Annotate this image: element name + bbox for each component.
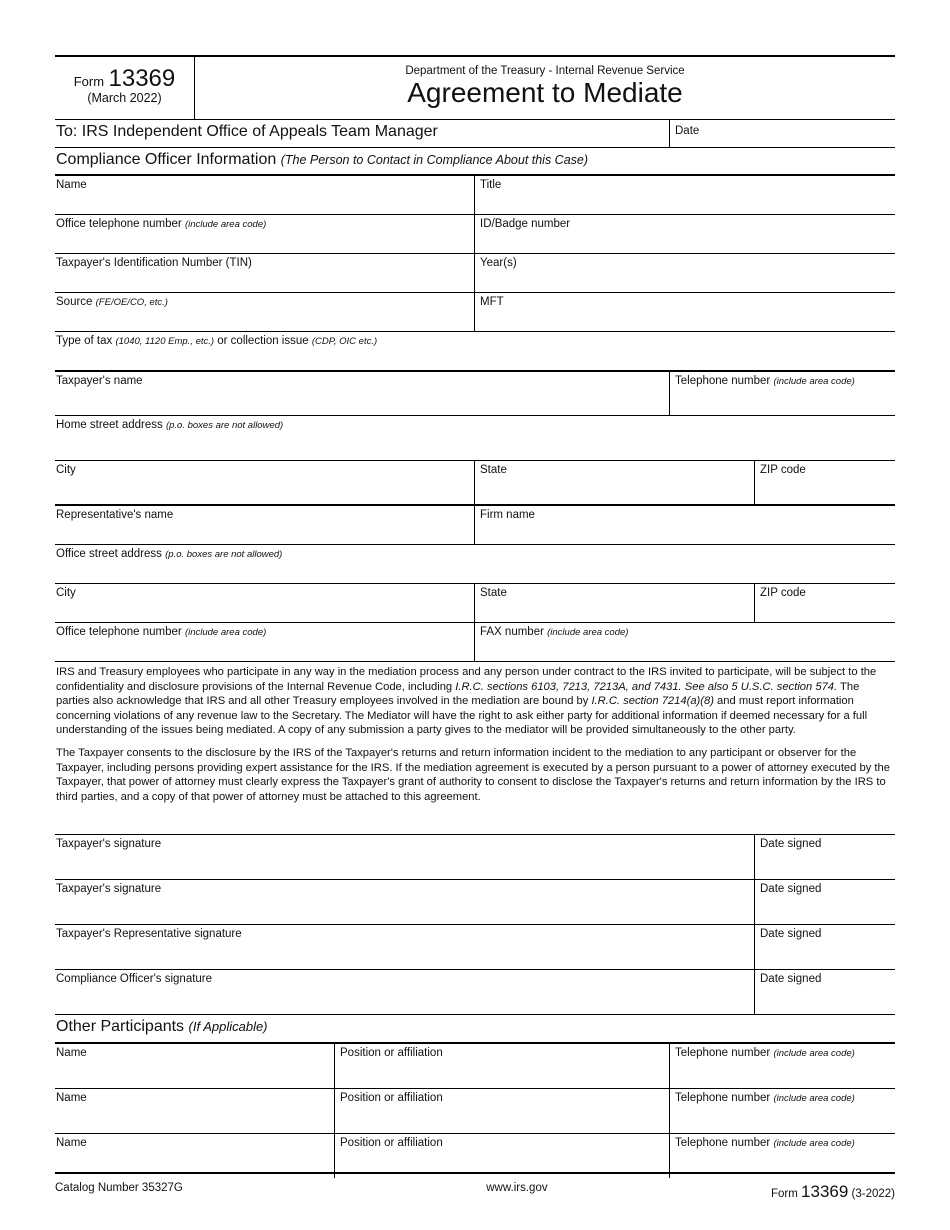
compliance-heading: Compliance Officer Information (The Person to Contact in Compliance About this Case) (56, 151, 589, 168)
sig-row-4 (55, 970, 895, 1015)
sig-row-1 (55, 835, 895, 880)
date-signed-3[interactable]: Date signed (760, 928, 822, 940)
co-row-3 (55, 254, 895, 293)
taxpayer-row-3 (55, 461, 895, 506)
footer-form-id: Form 13369 (3-2022) (771, 1182, 895, 1201)
compliance-heading-row (55, 148, 895, 176)
form-footer (55, 1172, 895, 1202)
sig-row-2 (55, 880, 895, 925)
source-field[interactable]: Source (FE/OE/CO, etc.) (55, 293, 475, 331)
form-word: Form (73, 74, 105, 89)
participant-name-field[interactable]: Name (55, 1089, 335, 1133)
sig-row-3 (55, 925, 895, 970)
fax-field[interactable]: FAX number (include area code) (480, 626, 629, 638)
taxpayer-signature-2[interactable]: Taxpayer's signature (55, 880, 755, 924)
co-name-field[interactable]: Name (55, 176, 475, 214)
office-address-field[interactable]: Office street address (p.o. boxes are not allowed) (56, 548, 283, 560)
co-row-5 (55, 332, 895, 372)
date-signed-2[interactable]: Date signed (760, 883, 822, 895)
taxpayer-signature-1[interactable]: Taxpayer's signature (55, 835, 755, 879)
taxpayer-row-2 (55, 416, 895, 461)
participant-position-field[interactable]: Position or affiliation (335, 1044, 670, 1088)
taxpayer-row-1 (55, 372, 895, 416)
participant-phone-field[interactable]: Telephone number (include area code) (675, 1137, 855, 1149)
taxpayer-phone-field[interactable]: Telephone number (include area code) (675, 375, 855, 387)
other-participants-heading-row (55, 1015, 895, 1044)
participant-phone-field[interactable]: Telephone number (include area code) (675, 1092, 855, 1104)
type-of-tax-field[interactable]: Type of tax (1040, 1120 Emp., etc.) or collection issue (CDP, OIC etc.) (56, 335, 378, 347)
participant-phone-field[interactable]: Telephone number (include area code) (675, 1047, 855, 1059)
rep-office-phone-field[interactable]: Office telephone number (include area code) (55, 623, 475, 661)
form (55, 55, 895, 1178)
taxpayer-name-field[interactable]: Taxpayer's name (55, 372, 670, 415)
other-participants-heading: Other Participants (If Applicable) (56, 1018, 268, 1035)
co-office-phone-field[interactable]: Office telephone number (include area code) (55, 215, 475, 253)
to-row (55, 120, 895, 148)
website: www.irs.gov (486, 1182, 548, 1194)
mft-field[interactable]: MFT (480, 296, 504, 308)
participant-row (55, 1089, 895, 1134)
participant-row (55, 1044, 895, 1089)
taxpayer-city-field[interactable]: City (55, 461, 475, 504)
form-title-box (195, 57, 895, 119)
participant-position-field[interactable]: Position or affiliation (335, 1089, 670, 1133)
taxpayer-state-field[interactable]: State (475, 461, 755, 504)
rep-name-field[interactable]: Representative's name (55, 506, 475, 544)
participant-position-field[interactable]: Position or affiliation (335, 1134, 670, 1178)
page-title: Agreement to Mediate (407, 77, 683, 108)
participant-name-field[interactable]: Name (55, 1044, 335, 1088)
co-title-field[interactable]: Title (480, 179, 502, 191)
rep-zip-field[interactable]: ZIP code (760, 587, 806, 599)
co-row-2 (55, 215, 895, 254)
rep-row-3 (55, 584, 895, 623)
disclosure-paragraph-2: The Taxpayer consents to the disclosure by the IRS of the Taxpayer's returns and return information incident to the mediation to any participant or observer for the Taxpayer, including persons providing expert assistance for the IRS. If the mediation agreement is executed by a person pursuant to a power of attorney executed by the Taxpayer, that power of attorney must clearly express the Taxpayer's grant of authority to consent to disclose the Taxpayer's returns and return information by the IRS to third parties, and a copy of that power of attorney must be attached to this agreement. (56, 746, 890, 803)
catalog-number: Catalog Number 35327G (55, 1182, 183, 1194)
co-badge-field[interactable]: ID/Badge number (480, 218, 571, 230)
taxpayer-zip-field[interactable]: ZIP code (760, 464, 806, 476)
to-label: To: IRS Independent Office of Appeals Team Manager (55, 120, 670, 147)
tin-field[interactable]: Taxpayer's Identification Number (TIN) (55, 254, 475, 292)
disclosure-paragraph-1: IRS and Treasury employees who participate in any way in the mediation process and any person under contract to the IRS invited to participate, will be subject to the confidentiality and disclosure provisions of the Internal Revenue Code, including I.R.C. sections 6103, 7213, 7213A, and 7431. See also 5 U.S.C. section 574. The parties also acknowledge that IRS and all other Treasury employees involved in the mediation are bound by I.R.C. section 7214(a)(8) and must report information concerning violations of any revenue law to the Secretary. The Mediator will have the right to ask either party for additional information if deemed necessary for a full understanding of the issues being mediated. A copy of any submission a party gives to the mediator will be provided simultaneously to the other party. (56, 666, 877, 737)
form-number: 13369 (108, 65, 176, 92)
participant-name-field[interactable]: Name (55, 1134, 335, 1178)
legal-text (55, 662, 895, 835)
rep-row-1 (55, 506, 895, 545)
representative-signature[interactable]: Taxpayer's Representative signature (55, 925, 755, 969)
rep-row-4 (55, 623, 895, 662)
home-address-field[interactable]: Home street address (p.o. boxes are not allowed) (56, 419, 284, 431)
firm-name-field[interactable]: Firm name (480, 509, 535, 521)
agency-name: Department of the Treasury - Internal Revenue Service (405, 65, 685, 77)
rep-state-field[interactable]: State (475, 584, 755, 622)
rep-city-field[interactable]: City (55, 584, 475, 622)
date-signed-4[interactable]: Date signed (760, 973, 822, 985)
co-row-4 (55, 293, 895, 332)
form-header (55, 55, 895, 120)
date-field[interactable]: Date (675, 125, 700, 137)
co-row-1 (55, 176, 895, 215)
form-revision: (March 2022) (87, 91, 162, 105)
years-field[interactable]: Year(s) (480, 257, 517, 269)
rep-row-2 (55, 545, 895, 584)
form-id-box (55, 57, 195, 119)
compliance-officer-signature[interactable]: Compliance Officer's signature (55, 970, 755, 1014)
date-signed-1[interactable]: Date signed (760, 838, 822, 850)
